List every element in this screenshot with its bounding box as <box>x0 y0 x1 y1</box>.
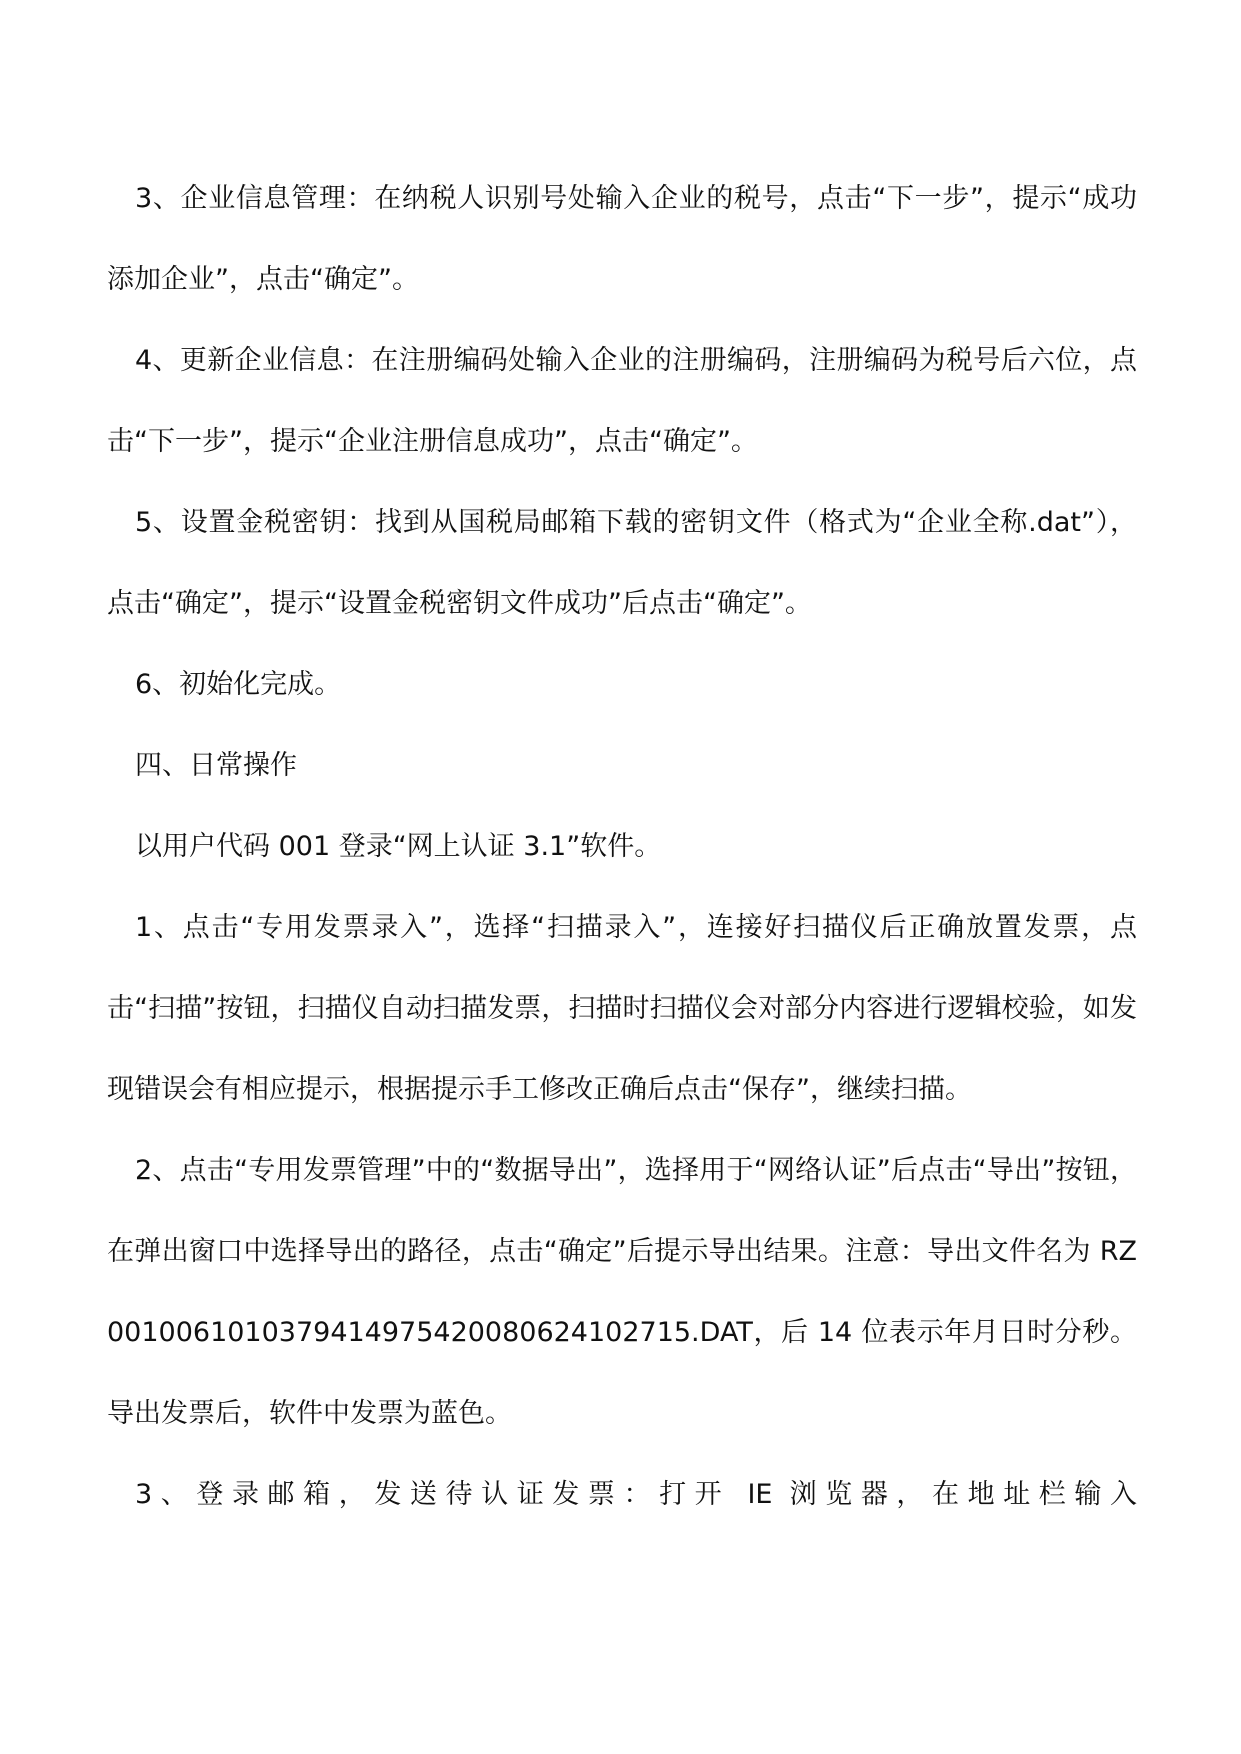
paragraph-update-enterprise-info: 4、更新企业信息：在注册编码处输入企业的注册编码，注册编码为税号后六位，点击“下一步”，提示“企业注册信息成功”，点击“确定”。 <box>107 345 1137 457</box>
section-heading-daily-operations: 四、日常操作 <box>135 750 297 781</box>
paragraph-invoice-scan-entry: 1、点击“专用发票录入”，选择“扫描录入”，连接好扫描仪后正确放置发票，点击“扫描”按钮，扫描仪自动扫描发票，扫描时扫描仪会对部分内容进行逻辑校验，如发现错误会有相应提示，根据提示手工修改正确后点击“保存”，继续扫描。 <box>107 912 1137 1105</box>
paragraph-enterprise-info-management: 3、企业信息管理：在纳税人识别号处输入企业的税号，点击“下一步”，提示“成功添加企业”，点击“确定”。 <box>107 183 1137 295</box>
paragraph-login-software: 以用户代码 001 登录“网上认证 3.1”软件。 <box>135 831 662 862</box>
paragraph-set-tax-key: 5、设置金税密钥：找到从国税局邮箱下载的密钥文件（格式为“企业全称.dat”），点击“确定”，提示“设置金税密钥文件成功”后点击“确定”。 <box>107 507 1137 619</box>
document-body <box>107 158 1137 1535</box>
paragraph-data-export: 2、点击“专用发票管理”中的“数据导出”，选择用于“网络认证”后点击“导出”按钮，在弹出窗口中选择导出的路径，点击“确定”后提示导出结果。注意：导出文件名为 RZ0010061010379414975420080624102715.DAT，后 14 位表示年月日时分秒。导出发票后，软件中发票为蓝色。 <box>107 1155 1137 1429</box>
paragraph-login-mailbox: 3、登录邮箱，发送待认证发票：打开 IE 浏览器，在地址栏输入 <box>135 1479 1137 1510</box>
paragraph-init-complete: 6、初始化完成。 <box>135 669 342 700</box>
